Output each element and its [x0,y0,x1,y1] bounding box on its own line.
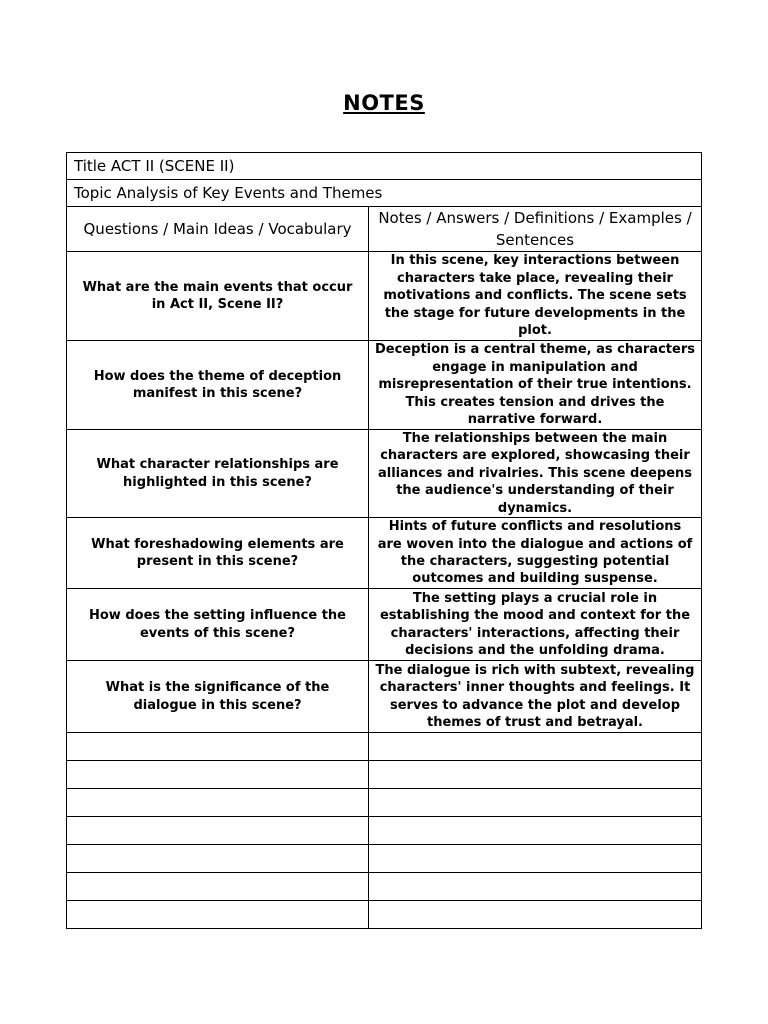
empty-answer-cell [369,789,702,817]
empty-answer-cell [369,733,702,761]
empty-answer-cell [369,817,702,845]
empty-row [67,789,702,817]
title-row [67,153,702,180]
table-row [67,252,702,341]
empty-row [67,845,702,873]
question-cell: How does the setting influence the events of this scene? [67,589,369,661]
answer-cell: The dialogue is rich with subtext, revealing characters' inner thoughts and feelings. It serves to advance the plot and develop themes of trust and betrayal. [369,661,702,733]
topic-row [67,180,702,207]
empty-question-cell [67,789,369,817]
answer-cell: In this scene, key interactions between characters take place, revealing their motivations and conflicts. The scene sets the stage for future developments in the plot. [369,252,702,341]
answer-cell: The relationships between the main characters are explored, showcasing their alliances and rivalries. This scene deepens the audience's understanding of their dynamics. [369,430,702,518]
empty-answer-cell [369,873,702,901]
notes-table [66,152,702,929]
empty-question-cell [67,845,369,873]
topic-cell: Topic Analysis of Key Events and Themes [67,180,702,207]
empty-row [67,873,702,901]
table-row [67,589,702,661]
empty-answer-cell [369,761,702,789]
empty-question-cell [67,901,369,929]
question-cell: What are the main events that occur in Act II, Scene II? [67,252,369,341]
empty-question-cell [67,761,369,789]
empty-question-cell [67,873,369,901]
table-row [67,518,702,589]
empty-row [67,733,702,761]
empty-question-cell [67,733,369,761]
question-cell: What is the significance of the dialogue in this scene? [67,661,369,733]
notes-column-header: Notes / Answers / Definitions / Examples / Sentences [369,207,702,252]
empty-row [67,901,702,929]
question-cell: What character relationships are highlighted in this scene? [67,430,369,518]
empty-question-cell [67,817,369,845]
empty-row [67,817,702,845]
answer-cell: Hints of future conflicts and resolutions are woven into the dialogue and actions of the characters, suggesting potential outcomes and building suspense. [369,518,702,589]
questions-column-header: Questions / Main Ideas / Vocabulary [67,207,369,252]
table-row [67,661,702,733]
answer-cell: Deception is a central theme, as characters engage in manipulation and misrepresentation of their true intentions. This creates tension and drives the narrative forward. [369,341,702,430]
title-cell: Title ACT II (SCENE II) [67,153,702,180]
answer-cell: The setting plays a crucial role in establishing the mood and context for the characters' interactions, affecting their decisions and the unfolding drama. [369,589,702,661]
question-cell: What foreshadowing elements are present in this scene? [67,518,369,589]
table-row [67,430,702,518]
table-row [67,341,702,430]
page-title: NOTES [343,91,425,115]
empty-answer-cell [369,845,702,873]
empty-answer-cell [369,901,702,929]
header-row [67,207,702,252]
empty-row [67,761,702,789]
question-cell: How does the theme of deception manifest in this scene? [67,341,369,430]
